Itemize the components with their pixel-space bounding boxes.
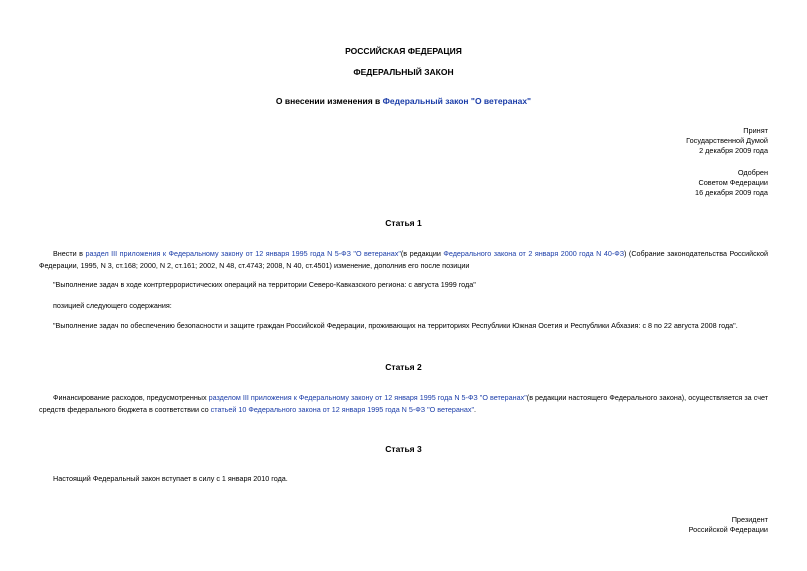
article2-text: . xyxy=(474,405,477,414)
approved-label: Одобрен xyxy=(737,168,768,177)
approved-date: 16 декабря 2009 года xyxy=(695,188,768,197)
article2-paragraph xyxy=(39,392,768,416)
article1-heading: Статья 1 xyxy=(385,218,422,228)
doc-type-heading: ФЕДЕРАЛЬНЫЙ ЗАКОН xyxy=(353,67,454,77)
article2-text: Финансирование расходов, предусмотренных xyxy=(53,393,209,402)
signature-org: Российской Федерации xyxy=(688,525,768,534)
article1-paragraph4: "Выполнение задач по обеспечению безопасности и защите граждан Российской Федерации, проживающих на территориях Республики Южная Осетия и Республики Абхазия: с 8 по 22 августа 2008 года". xyxy=(53,321,738,330)
signature-block xyxy=(689,515,768,535)
law-title-link[interactable]: Федеральный закон "О ветеранах" xyxy=(382,96,532,106)
article1-text: (в редакции xyxy=(400,249,444,258)
article2-text: (в редакции настоящего Федерального закона), осуществляется за счет средств федерального бюджета в соответствии со xyxy=(39,393,769,414)
article3-heading: Статья 3 xyxy=(385,444,422,454)
adoption-accepted xyxy=(686,126,768,156)
adoption-approved xyxy=(695,168,768,198)
accepted-label: Принят xyxy=(743,126,768,135)
law-title-prefix: О внесении изменения в xyxy=(275,96,383,106)
signature-title: Президент xyxy=(731,515,768,524)
article3-paragraph: Настоящий Федеральный закон вступает в силу с 1 января 2010 года. xyxy=(53,474,288,483)
article1-text: Внести в xyxy=(53,249,86,258)
approved-body: Советом Федерации xyxy=(698,178,768,187)
law-title xyxy=(0,96,807,106)
article2-heading: Статья 2 xyxy=(385,362,422,372)
article1-text: ) (Собрание законодательства Российской Федерации, 1995, N 3, ст.168; 2000, N 2, ст.161; 2002, N 48, ст.4743; 2008, N 40, ст.4501) изменение, дополнив его после позиции xyxy=(39,249,768,270)
article1-link-section3[interactable]: раздел III приложения к Федеральному закону от 12 января 1995 года N 5-ФЗ "О ветеранах" xyxy=(85,249,401,258)
accepted-body: Государственной Думой xyxy=(686,136,768,145)
accepted-date: 2 декабря 2009 года xyxy=(699,146,768,155)
article1-paragraph1 xyxy=(39,248,768,272)
country-heading: РОССИЙСКАЯ ФЕДЕРАЦИЯ xyxy=(345,46,462,56)
article1-paragraph2: "Выполнение задач в ходе контртеррористических операций на территории Северо-Кавказского региона: с августа 1999 года" xyxy=(53,280,476,289)
article2-link-article10[interactable]: статьей 10 Федерального закона от 12 января 1995 года N 5-ФЗ "О ветеранах" xyxy=(210,405,475,414)
article1-paragraph3: позицией следующего содержания: xyxy=(53,301,172,310)
article1-link-amendment[interactable]: Федерального закона от 2 января 2000 года N 40-ФЗ xyxy=(443,249,625,258)
article2-link-section3[interactable]: разделом III приложения к Федеральному закону от 12 января 1995 года N 5-ФЗ "О ветеранах" xyxy=(208,393,527,402)
